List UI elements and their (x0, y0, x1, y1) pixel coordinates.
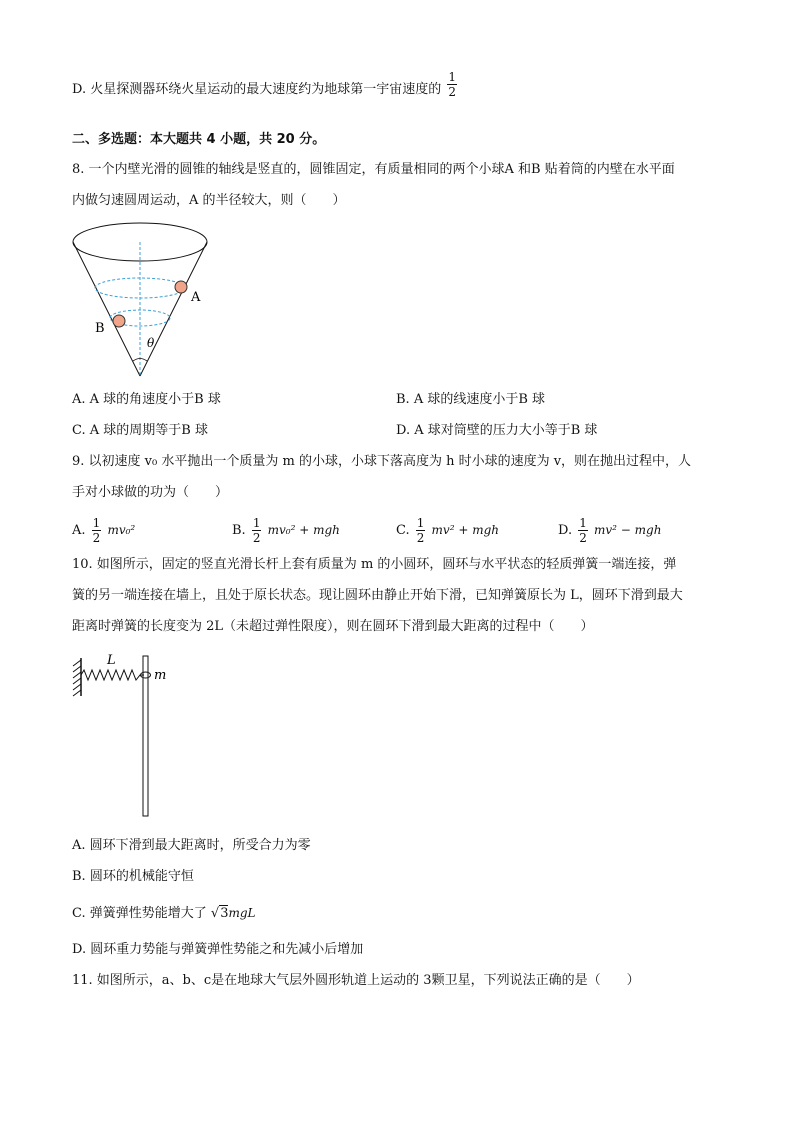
q9-option-d-expr: mv² − mgh (594, 523, 662, 537)
spring-rod-diagram (68, 648, 188, 823)
cone-left-edge (73, 242, 140, 376)
q7-option-d (72, 70, 459, 100)
q9-option-d (558, 516, 661, 545)
label-l: L (107, 653, 116, 668)
q9-option-a (72, 516, 135, 545)
ball-a (175, 281, 187, 293)
ball-b (113, 315, 125, 327)
label-b: B (95, 321, 105, 336)
q8-stem-line1: 8. 一个内壁光滑的圆锥的轴线是竖直的，圆锥固定，有质量相同的两个小球A 和B 贴着筒的内壁在水平面 (72, 162, 675, 177)
fraction-numerator: 1 (448, 70, 457, 84)
q9-option-c-expr: mv² + mgh (431, 523, 499, 537)
q10-option-c (72, 903, 256, 924)
q9-option-b-expr: mv₀² + mgh (267, 523, 340, 537)
q10-option-d: D. 圆环重力势能与弹簧弹性势能之和先减小后增加 (72, 942, 364, 957)
sqrt-expression: √3 (210, 906, 229, 921)
q9-option-b (232, 516, 340, 545)
q7-option-d-text: D. 火星探测器环绕火星运动的最大速度约为地球第一宇宙速度的 (72, 82, 442, 97)
wall-hatching (73, 660, 81, 696)
section-heading: 二、多选题：本大题共 4 小题，共 20 分。 (72, 132, 326, 147)
q8-option-b: B. A 球的线速度小于B 球 (396, 392, 546, 407)
q9-stem-line2: 手对小球做的功为（ ） (72, 485, 229, 500)
cone-diagram (70, 220, 210, 380)
q10-stem-line1: 10. 如图所示，固定的竖直光滑长杆上套有质量为 m 的小圆环，圆环与水平状态的轻质弹簧一端连接，弹 (72, 557, 677, 572)
label-m: m (154, 668, 167, 683)
fraction-one-half: $\frac{1}{2}$ (416, 516, 425, 545)
fraction-one-half (447, 70, 457, 99)
fraction-one-half: $\frac{1}{2}$ (252, 516, 261, 545)
q8-option-d: D. A 球对筒壁的压力大小等于B 球 (396, 423, 598, 438)
q8-option-c: C. A 球的周期等于B 球 (72, 423, 208, 438)
spring (81, 670, 144, 680)
q8-stem-line2: 内做匀速圆周运动，A 的半径较大，则（ ） (72, 193, 346, 208)
q10-option-b: B. 圆环的机械能守恒 (72, 869, 194, 884)
fraction-one-half: $\frac{1}{2}$ (579, 516, 587, 545)
q9-option-b-label: B. (232, 523, 246, 538)
fraction-one-half: $\frac{1}{2}$ (92, 516, 101, 545)
vertical-rod (143, 656, 148, 816)
q10-stem-line2: 簧的另一端连接在墙上，且处于原长状态。现让圆环由静止开始下滑，已知弹簧原长为 L，圆环下滑到最大 (72, 588, 683, 603)
q9-option-c-label: C. (396, 523, 410, 538)
q11-stem-line1: 11. 如图所示，a、b、c是在地球大气层外圆形轨道上运动的 3颗卫星，下列说法正确的是（ ） (72, 973, 640, 988)
q9-option-a-expr: mv₀² (107, 523, 136, 537)
q9-option-a-label: A. (72, 523, 86, 538)
label-a: A (191, 290, 201, 305)
q9-stem-line1: 9. 以初速度 v₀ 水平抛出一个质量为 m 的小球，小球下落高度为 h 时小球的速度为 v，则在抛出过程中，人 (72, 454, 692, 469)
q10-option-c-math: mgL (228, 906, 256, 920)
q9-option-d-label: D. (558, 523, 573, 538)
q10-option-a: A. 圆环下滑到最大距离时，所受合力为零 (72, 838, 311, 853)
cone-right-edge (140, 242, 207, 376)
q8-option-a: A. A 球的角速度小于B 球 (72, 392, 221, 407)
q9-option-c (396, 516, 499, 545)
fraction-denominator: 2 (448, 85, 457, 99)
label-theta: θ (147, 336, 155, 350)
q10-stem-line3: 距离时弹簧的长度变为 2L（未超过弹性限度），则在圆环下滑到最大距离的过程中（ ） (72, 619, 594, 634)
q10-option-c-text: C. 弹簧弹性势能增大了 (72, 906, 207, 921)
